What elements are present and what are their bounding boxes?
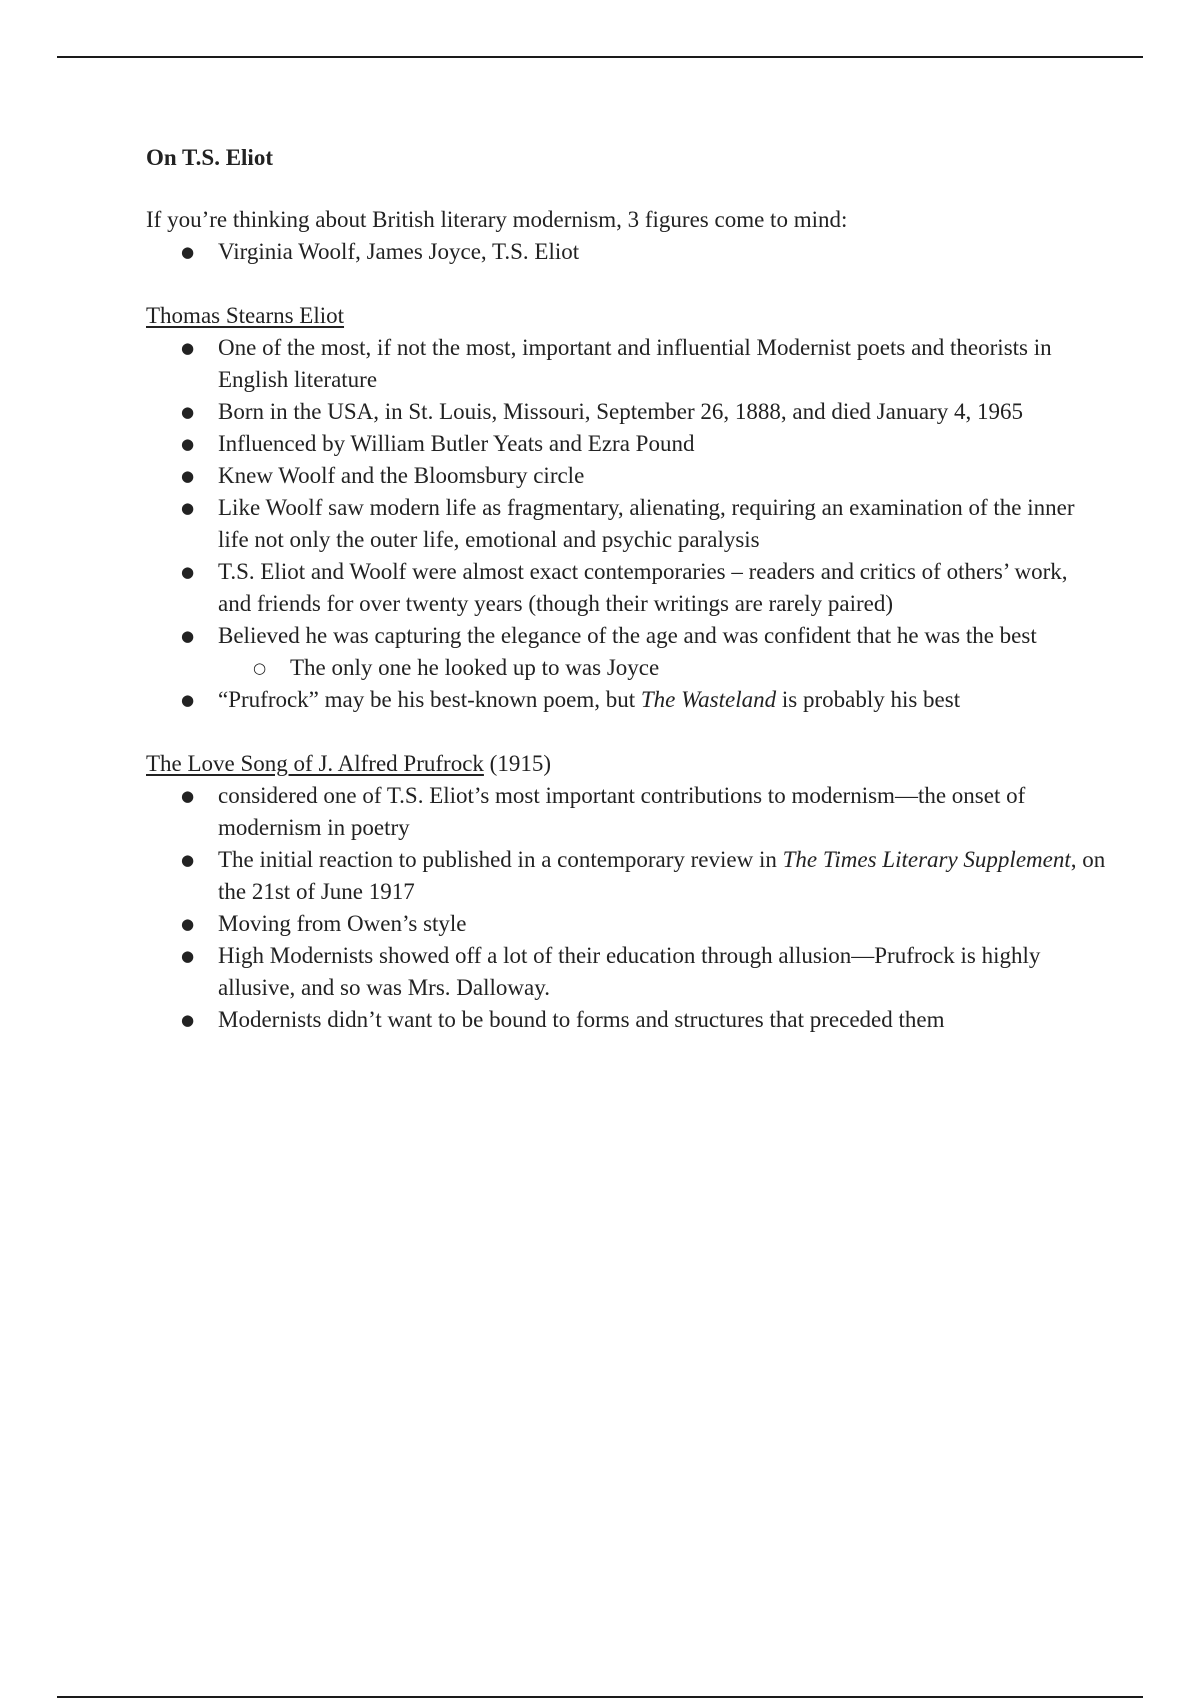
list-item: ● Influenced by William Butler Yeats and Ezra Pound — [146, 428, 1106, 460]
list-item: ● High Modernists showed off a lot of their education through allusion—Prufrock is highly allusive, and so was Mrs. Dalloway. — [146, 940, 1106, 1004]
italic-title-tls: The Times Literary Supplement — [782, 847, 1071, 872]
list-item: ● Virginia Woolf, James Joyce, T.S. Eliot — [146, 236, 1106, 268]
eliot-list — [146, 332, 1106, 652]
section-heading-prufrock-text: The Love Song of J. Alfred Prufrock — [146, 751, 484, 776]
list-item-text: is probably his best — [776, 687, 961, 712]
sub-list-item: ○ The only one he looked up to was Joyce — [146, 652, 1106, 684]
document-body — [146, 142, 1106, 1036]
list-item: ● considered one of T.S. Eliot’s most important contributions to modernism—the onset of modernism in poetry — [146, 780, 1106, 844]
list-item: ● T.S. Eliot and Woolf were almost exact contemporaries – readers and critics of others’ work, and friends for over twenty years (though their writings are rarely paired) — [146, 556, 1106, 620]
section-heading-year: (1915) — [483, 751, 551, 776]
list-item: ● One of the most, if not the most, important and influential Modernist poets and theorists in English literature — [146, 332, 1106, 396]
list-item-text: “Prufrock” may be his best-known poem, but — [218, 687, 641, 712]
list-item: ● Moving from Owen’s style — [146, 908, 1106, 940]
top-rule — [57, 56, 1143, 58]
eliot-sublist — [218, 652, 1106, 684]
intro-list — [146, 236, 1106, 268]
eliot-list-cont — [146, 684, 1106, 716]
document-title: On T.S. Eliot — [146, 145, 273, 170]
bottom-rule — [57, 1696, 1143, 1698]
intro-text: If you’re thinking about British literary modernism, 3 figures come to mind: — [146, 207, 848, 232]
list-item: ● Born in the USA, in St. Louis, Missouri, September 26, 1888, and died January 4, 1965 — [146, 396, 1106, 428]
list-item: ● Knew Woolf and the Bloomsbury circle — [146, 460, 1106, 492]
list-item: ● Modernists didn’t want to be bound to forms and structures that preceded them — [146, 1004, 1106, 1036]
section-heading-eliot-text: Thomas Stearns Eliot — [146, 303, 345, 328]
list-item-text: The initial reaction to published in a contemporary review in — [218, 847, 783, 872]
list-item-prufrock — [146, 684, 1106, 716]
section-heading-prufrock — [146, 748, 1106, 780]
prufrock-list — [146, 780, 1106, 1036]
list-item-text: , on the 21st of June 1917 — [218, 847, 1106, 904]
section-heading-eliot — [146, 300, 1106, 332]
list-item: ● Like Woolf saw modern life as fragmentary, alienating, requiring an examination of the inner life not only the outer life, emotional and psychic paralysis — [146, 492, 1106, 556]
list-item-review — [146, 844, 1106, 908]
list-item: ● Believed he was capturing the elegance of the age and was confident that he was the best — [146, 620, 1106, 652]
italic-title-wasteland: The Wasteland — [640, 687, 777, 712]
